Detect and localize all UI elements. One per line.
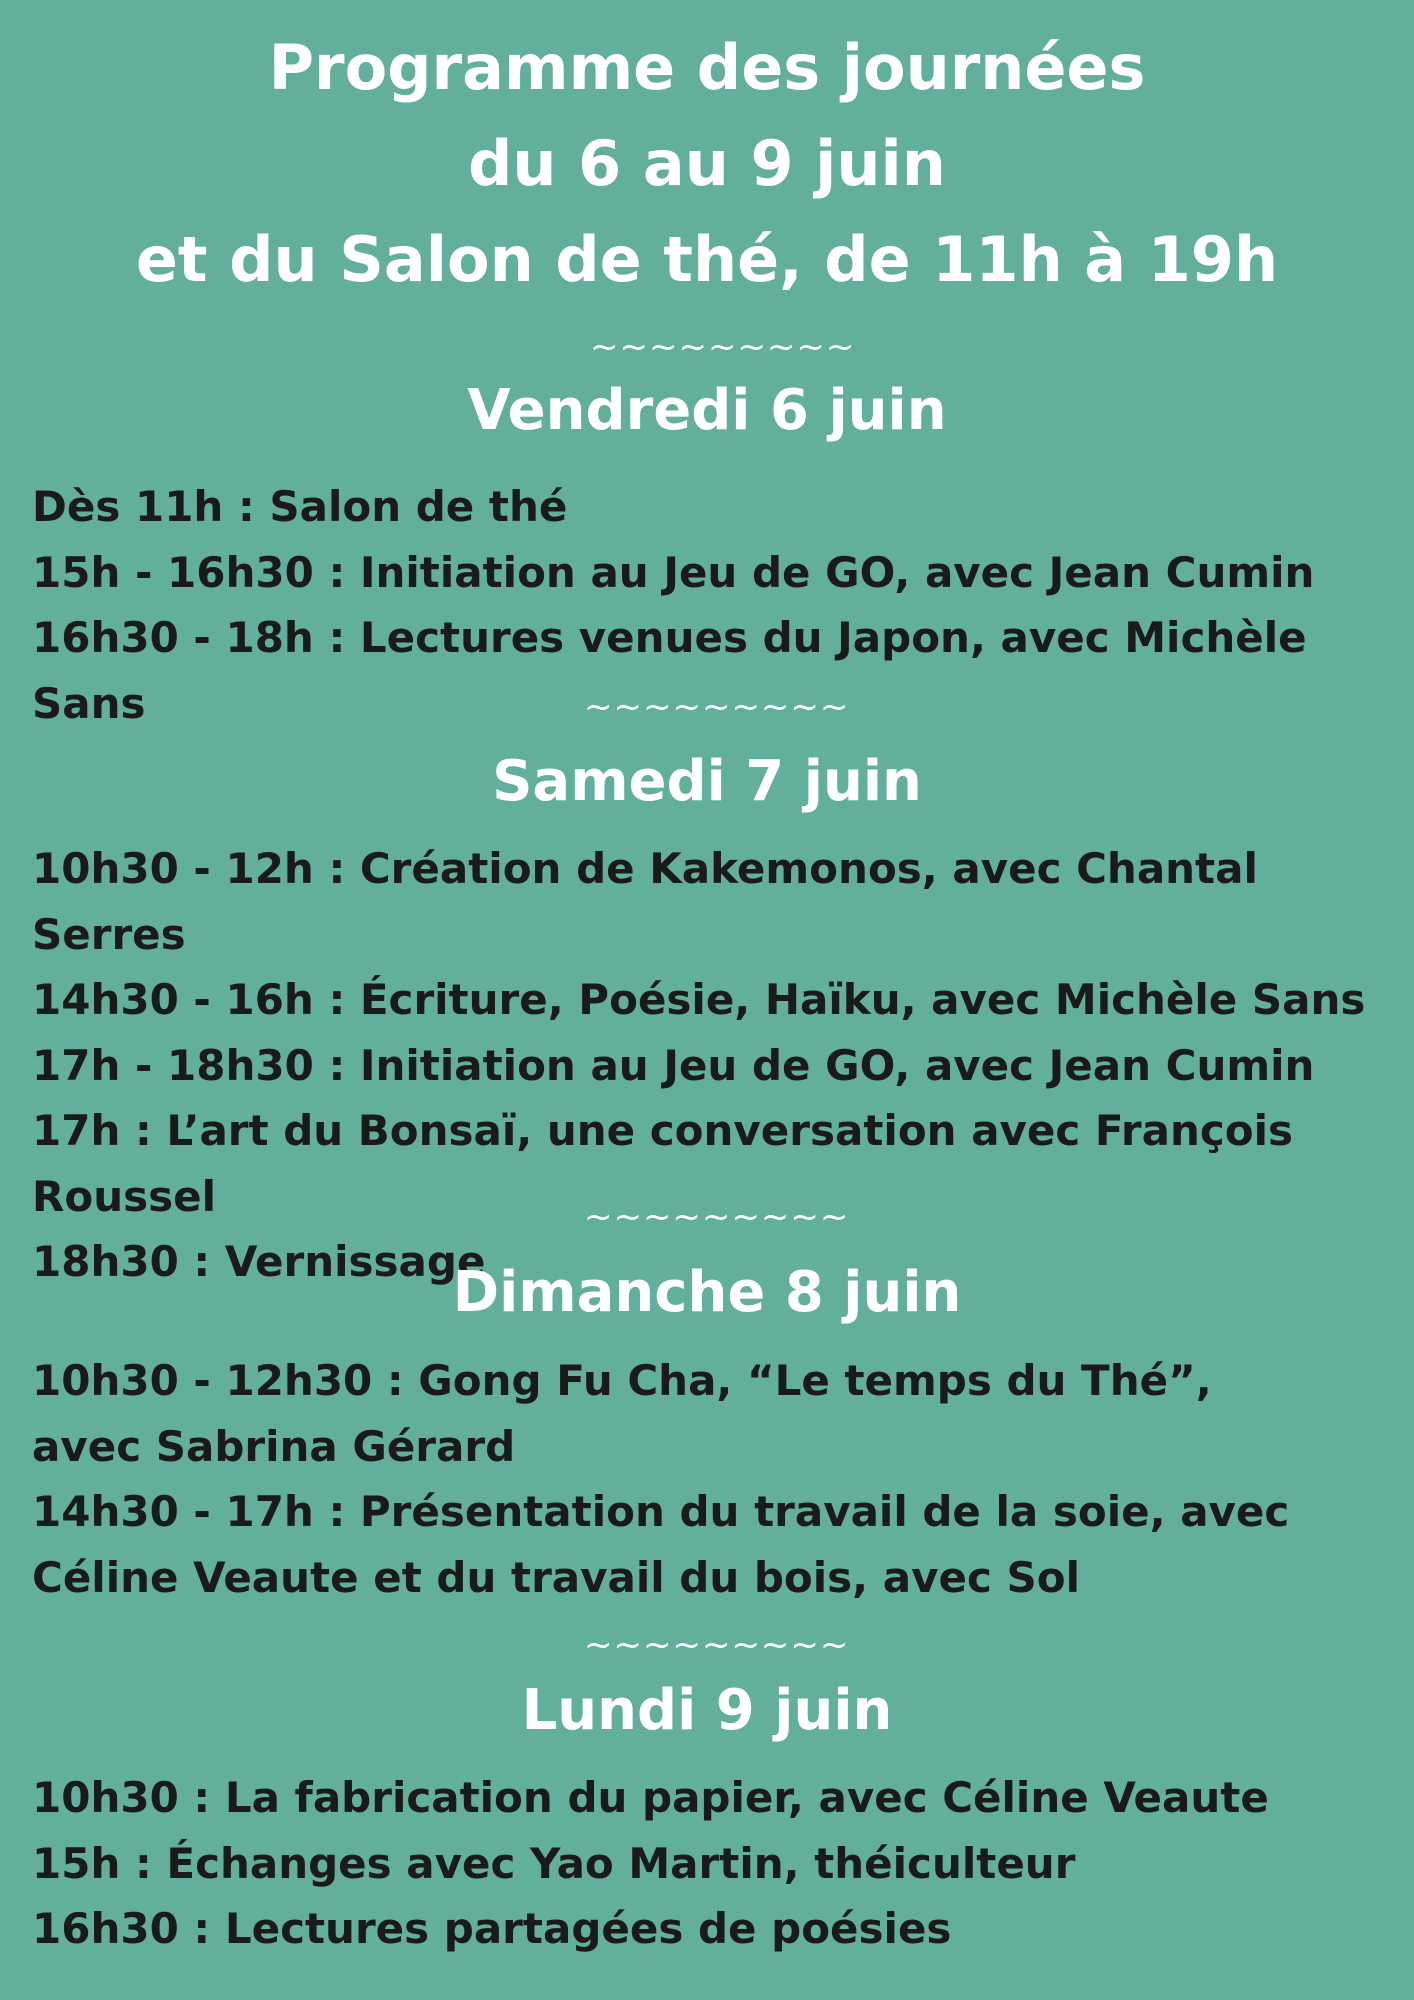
event-item: 18h30 : Vernissage — [32, 1237, 486, 1286]
event-item: 10h30 - 12h : Création de Kakemonos, avec Chantal Serres — [32, 844, 1258, 959]
event-item: 15h : Échanges avec Yao Martin, théiculteur — [32, 1838, 1076, 1888]
day-heading-samedi: Samedi 7 juin — [492, 749, 922, 814]
event-list-lundi — [32, 1765, 1402, 1962]
separator: ~~~~~~~~~ — [584, 1197, 850, 1237]
title-line: Programme des journées — [268, 31, 1146, 104]
event-item: 15h - 16h30 : Initiation au Jeu de GO, avec Jean Cumin — [32, 547, 1315, 597]
separator: ~~~~~~~~~ — [590, 327, 856, 367]
separator: ~~~~~~~~~ — [584, 1625, 850, 1665]
title-line: et du Salon de thé, de 11h à 19h — [135, 223, 1279, 296]
event-item: 10h30 - 12h30 : Gong Fu Cha, “Le temps du Thé”, avec Sabrina Gérard — [32, 1356, 1212, 1471]
event-item: 16h30 - 18h : Lectures venues du Japon, avec Michèle Sans — [32, 613, 1307, 728]
day-heading-dimanche: Dimanche 8 juin — [452, 1260, 962, 1325]
event-item: 17h - 18h30 : Initiation au Jeu de GO, avec Jean Cumin — [32, 1040, 1315, 1090]
event-item: Dès 11h : Salon de thé — [32, 482, 568, 531]
event-item: 14h30 - 17h : Présentation du travail de la soie, avec Céline Veaute et du travail du bois, avec Sol — [32, 1487, 1290, 1602]
page-title — [0, 20, 1414, 308]
event-item: 10h30 : La fabrication du papier, avec Céline Veaute — [32, 1773, 1269, 1822]
event-item: 14h30 - 16h : Écriture, Poésie, Haïku, avec Michèle Sans — [32, 975, 1366, 1024]
event-item: 16h30 : Lectures partagées de poésies — [32, 1904, 952, 1953]
event-list-dimanche — [32, 1348, 1332, 1610]
title-line: du 6 au 9 juin — [468, 127, 946, 200]
day-heading-lundi: Lundi 9 juin — [521, 1678, 893, 1743]
day-heading-vendredi: Vendredi 6 juin — [467, 378, 947, 443]
event-item: 17h : L’art du Bonsaï, une conversation avec François Roussel — [32, 1106, 1294, 1221]
separator: ~~~~~~~~~ — [584, 687, 850, 727]
